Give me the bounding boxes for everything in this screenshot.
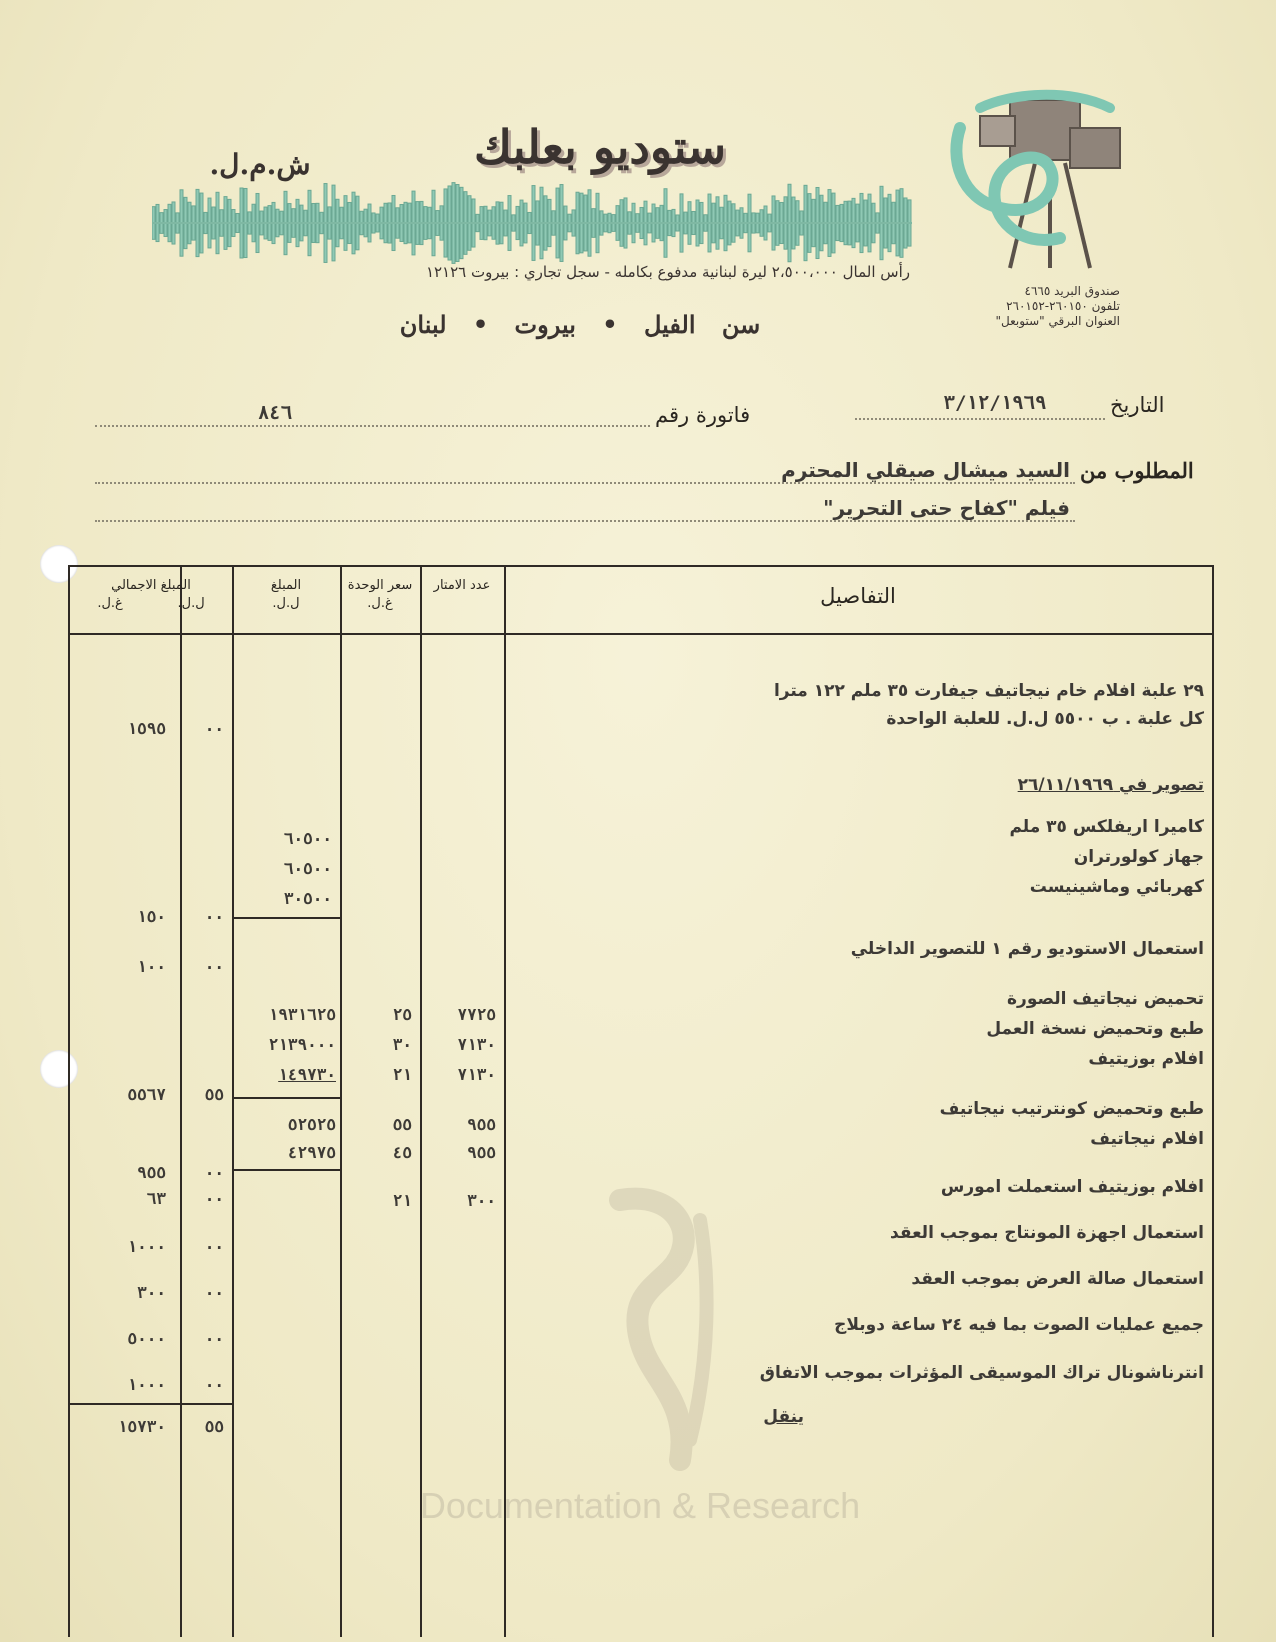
unit-negative-films: ٤٥	[392, 1143, 412, 1162]
unit-positive: ٢١	[392, 1065, 412, 1084]
billed-to-dots	[95, 482, 1075, 484]
amount-electrician: ٣٠٥٠٠	[283, 889, 332, 908]
date-dots	[855, 418, 1105, 420]
meters-header: عدد الامتار	[433, 578, 491, 593]
total-lira-sub: ل.ل.	[177, 596, 205, 611]
amount-negative-dev: ١٩٣١٦٢٥	[268, 1005, 336, 1024]
total-piastres-sound: ٠٠	[204, 1329, 224, 1348]
po-box: صندوق البريد ٤٦٦٥	[1024, 284, 1120, 298]
film-subject: فيلم "كفاح حتى التحرير"	[823, 496, 1070, 520]
line-carry-forward: ينقل	[763, 1407, 804, 1427]
total-lira-positive-used: ٦٣	[146, 1189, 166, 1208]
line-raw-film-1: ٢٩ علبة افلام خام نيجاتيف جيفارت ٣٥ ملم ١٢٢ مترا	[773, 681, 1204, 701]
grand-total-rule	[70, 1403, 232, 1405]
subtotal-rule-2	[232, 1097, 340, 1099]
unit-workprint: ٣٠	[392, 1035, 412, 1054]
total-header-label: المبلغ الاجمالي	[111, 578, 191, 593]
amount-camera: ٦٠٥٠٠	[283, 829, 332, 848]
amount-header	[232, 577, 340, 613]
unit-price-header-sub: غ.ل.	[367, 596, 393, 611]
invoice-number-dots	[95, 425, 650, 427]
line-negative-dev: تحميض نيجاتيف الصورة	[1007, 989, 1204, 1009]
invoice-number: ٨٤٦	[257, 402, 293, 424]
total-lira-sound: ٥٠٠٠	[127, 1329, 166, 1348]
capital-line: رأس المال ٢،٥٠٠،٠٠٠ ليرة لبنانية مدفوع بكامله - سجل تجاري : بيروت ١٢١٢٦	[425, 263, 910, 281]
studio-logo-camera	[940, 88, 1140, 273]
grand-total-piastres: ٥٥	[204, 1417, 224, 1436]
meters-negative-films: ٩٥٥	[467, 1143, 496, 1162]
subtotal-rule-1	[232, 917, 340, 919]
total-lira-contretype: ٩٥٥	[137, 1163, 166, 1182]
col-divider-meters	[420, 567, 422, 1637]
line-screening: استعمال صالة العرض بموجب العقد	[911, 1269, 1204, 1289]
line-sound: جميع عمليات الصوت بما فيه ٢٤ ساعة دوبلاج	[834, 1315, 1204, 1335]
company-suffix: ش.م.ل.	[209, 148, 311, 181]
amount-header-label: المبلغ	[270, 578, 302, 593]
total-piastres-studio: ٠٠	[204, 957, 224, 976]
total-lira-lab: ٥٥٦٧	[127, 1085, 166, 1104]
line-electrician: كهربائي وماشينيست	[1029, 877, 1204, 897]
details-header: التفاصيل	[820, 584, 896, 608]
line-raw-film-2: كل علبة . ب ٥٥٠٠ ل.ل. للعلبة الواحدة	[886, 709, 1204, 729]
subtotal-rule-3	[232, 1169, 340, 1171]
meters-contretype: ٩٥٥	[467, 1115, 496, 1134]
line-studio: استعمال الاستوديو رقم ١ للتصوير الداخلي	[850, 939, 1204, 959]
total-lira-editing: ١٠٠٠	[127, 1237, 166, 1256]
total-lira-shooting: ١٥٠	[137, 907, 166, 926]
address-line: سن الفيل • بيروت • لبنان	[399, 310, 761, 339]
amount-negative-films: ٤٢٩٧٥	[287, 1143, 336, 1162]
date-label: التاريخ	[1110, 393, 1165, 417]
amount-contretype: ٥٢٥٢٥	[287, 1115, 336, 1134]
meters-positive: ٧١٣٠	[457, 1065, 496, 1084]
phone-numbers: تلفون ٢٦٠١٥٠-٢٦٠١٥٢	[1006, 299, 1120, 313]
meters-workprint: ٧١٣٠	[457, 1035, 496, 1054]
grand-total-lira: ١٥٧٣٠	[117, 1417, 166, 1436]
amount-header-sub: ل.ل.	[272, 596, 300, 611]
date-value: ٣/١٢/١٩٦٩	[943, 392, 1047, 414]
total-piastres-screening: ٠٠	[204, 1283, 224, 1302]
subject-dots	[95, 520, 1075, 522]
meters-negative-dev: ٧٧٢٥	[457, 1005, 496, 1024]
amount-colortran: ٦٠٥٠٠	[283, 859, 332, 878]
cable-address: العنوان البرقي "ستوبعل"	[995, 314, 1120, 328]
line-colortran: جهاز كولورتران	[1073, 847, 1204, 867]
line-negative-films: افلام نيجاتيف	[1090, 1129, 1204, 1149]
col-divider-unit	[340, 567, 342, 1637]
unit-price-header	[340, 577, 420, 613]
total-lira-raw-film: ١٥٩٥	[127, 719, 166, 738]
col-divider-amount	[232, 567, 234, 1637]
amount-positive: ١٤٩٧٣٠	[278, 1065, 336, 1084]
total-piastres-editing: ٠٠	[204, 1237, 224, 1256]
archive-watermark-logo	[560, 1180, 760, 1480]
total-lira-music: ١٠٠٠	[127, 1375, 166, 1394]
meters-positive-used: ٣٠٠	[467, 1191, 496, 1210]
line-editing: استعمال اجهزة المونتاج بموجب العقد	[890, 1223, 1204, 1243]
unit-negative-dev: ٢٥	[392, 1005, 412, 1024]
invoice-number-label: فاتورة رقم	[655, 403, 751, 427]
total-piastres-positive-used: ٠٠	[204, 1189, 224, 1208]
line-positive: افلام بوزيتيف	[1088, 1049, 1204, 1069]
total-header	[70, 577, 232, 613]
total-piastres-shooting: ٠٠	[204, 907, 224, 926]
total-lira-studio: ١٠٠	[137, 957, 166, 976]
total-piastres-sub: غ.ل.	[97, 596, 123, 611]
line-workprint: طبع وتحميض نسخة العمل	[986, 1019, 1204, 1039]
line-music-track: انترناشونال تراك الموسيقى المؤثرات بموجب الاتفاق	[759, 1363, 1204, 1383]
billed-to-label: المطلوب من	[1080, 458, 1194, 483]
unit-contretype: ٥٥	[392, 1115, 412, 1134]
line-camera: كاميرا اريفلكس ٣٥ ملم	[1009, 817, 1204, 837]
unit-price-header-label: سعر الوحدة	[347, 578, 413, 593]
total-piastres-music: ٠٠	[204, 1375, 224, 1394]
company-name: ستوديو بعلبك	[473, 120, 727, 174]
unit-positive-used: ٢١	[392, 1191, 412, 1210]
total-lira-screening: ٣٠٠	[137, 1283, 166, 1302]
amount-workprint: ٢١٣٩٠٠٠	[268, 1035, 336, 1054]
line-contretype: طبع وتحميض كونترتيب نيجاتيف	[939, 1099, 1204, 1119]
line-positive-used: افلام بوزيتيف استعملت امورس	[940, 1177, 1204, 1197]
line-shooting-date: تصوير في ٢٦/١١/١٩٦٩	[1017, 775, 1204, 795]
billed-to-value: السيد ميشال صيقلي المحترم	[781, 458, 1070, 482]
header-rule	[70, 633, 1212, 635]
contact-block	[960, 284, 1120, 329]
total-piastres-raw-film: ٠٠	[204, 719, 224, 738]
archive-watermark-text: Documentation & Research	[419, 1485, 861, 1526]
total-piastres-lab: ٥٥	[204, 1085, 224, 1104]
total-piastres-contretype: ٠٠	[204, 1163, 224, 1182]
sound-waveform-graphic	[152, 180, 912, 266]
